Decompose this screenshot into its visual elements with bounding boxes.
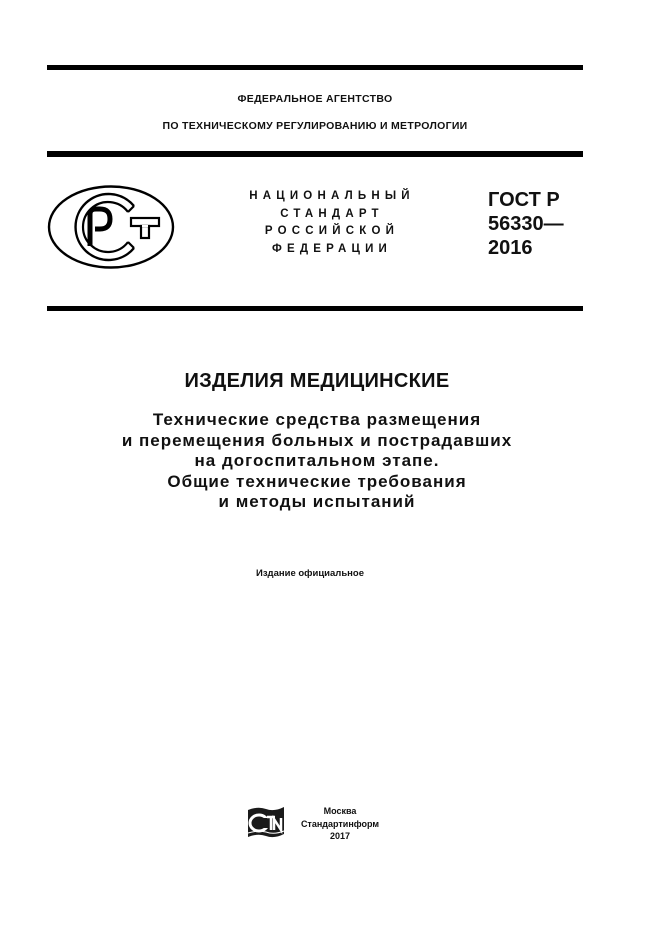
subtitle-line-3: на догоспитальном этапе.	[194, 451, 440, 470]
publisher-city: Москва	[323, 806, 357, 816]
agency-name-line-1: ФЕДЕРАЛЬНОЕ АГЕНТСТВО	[237, 93, 393, 105]
document-title: ИЗДЕЛИЯ МЕДИЦИНСКИЕ	[184, 370, 450, 392]
gost-year: 2016	[488, 237, 533, 259]
gost-r-certification-mark-icon	[46, 184, 176, 272]
top-rule	[47, 65, 583, 70]
publisher-name: Стандартинформ	[300, 818, 380, 829]
gost-number: 56330—	[488, 213, 564, 235]
subtitle-line-1: Технические средства размещения	[152, 410, 482, 429]
document-subtitle	[0, 410, 634, 513]
subtitle-line-2: и перемещения больных и пострадавших	[121, 430, 513, 450]
national-line-1: НАЦИОНАЛЬНЫЙ	[249, 190, 415, 202]
gost-prefix: ГОСТ Р	[488, 189, 560, 211]
publisher-year: 2017	[329, 831, 351, 841]
gost-designation	[488, 188, 564, 260]
national-standard-label	[232, 188, 432, 258]
subtitle-line-4: Общие технические требования	[167, 471, 467, 491]
national-line-4: ФЕДЕРАЦИИ	[271, 242, 393, 255]
standartinform-logo-icon	[246, 804, 286, 840]
subtitle-line-5: и методы испытаний	[218, 492, 416, 511]
agency-name-line-2: ПО ТЕХНИЧЕСКОМУ РЕГУЛИРОВАНИЮ И МЕТРОЛОГИИ	[162, 120, 468, 132]
publisher-block	[290, 805, 390, 843]
section-rule	[47, 306, 583, 311]
national-line-2: СТАНДАРТ	[280, 207, 384, 220]
edition-label: Издание официальное	[256, 568, 364, 579]
national-line-3: РОССИЙСКОЙ	[264, 225, 400, 238]
header-rule	[47, 151, 583, 157]
